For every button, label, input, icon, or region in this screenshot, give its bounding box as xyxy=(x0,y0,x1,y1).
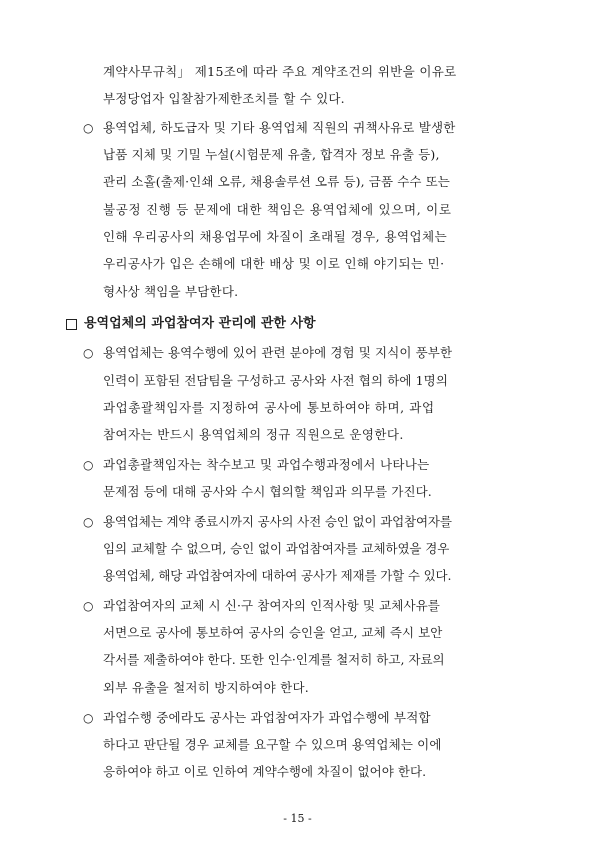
intro-line: 계약사무규칙」 제15조에 따라 주요 계약조건의 위반을 이유로 xyxy=(103,64,457,79)
bullet-icon: ○ xyxy=(83,599,94,613)
intro-line: 부정당업자 입찰참가제한조치를 할 수 있다. xyxy=(103,91,345,106)
item2-line: 문제점 등에 대해 공사와 수시 협의할 책임과 의무를 가진다. xyxy=(103,484,432,499)
item1-line: 과업총괄책임자를 지정하여 공사에 통보하여야 하며, 과업 xyxy=(103,400,435,415)
para1-line: 우리공사가 입은 손해에 대한 배상 및 이로 인해 야기되는 민· xyxy=(103,256,445,271)
item1-line: 인력이 포함된 전담팀을 구성하고 공사와 사전 협의 하에 1명의 xyxy=(103,373,449,388)
para1-line: 인해 우리공사의 채용업무에 차질이 초래될 경우, 용역업체는 xyxy=(103,229,448,244)
bullet-icon: ○ xyxy=(83,711,94,725)
para1-line: 관리 소홀(출제·인쇄 오류, 채용솔루션 오류 등), 금품 수수 또는 xyxy=(103,174,450,189)
item3-line: 임의 교체할 수 없으며, 승인 없이 과업참여자를 교체하였을 경우 xyxy=(103,541,450,556)
page-number: - 15 - xyxy=(283,812,312,825)
item4-line: 서면으로 공사에 통보하여 공사의 승인을 얻고, 교체 즉시 보안 xyxy=(103,625,443,640)
para1-line: 형사상 책임을 부담한다. xyxy=(103,284,239,299)
section-heading: 용역업체의 과업참여자 관리에 관한 사항 xyxy=(84,316,316,331)
item4-line: 과업참여자의 교체 시 신·구 참여자의 인적사항 및 교체사유를 xyxy=(103,598,440,613)
item3-line: 용역업체는 계약 종료시까지 공사의 사전 승인 없이 과업참여자를 xyxy=(103,514,452,529)
item5-line: 응하여야 하고 이로 인하여 계약수행에 차질이 없어야 한다. xyxy=(103,764,427,779)
bullet-icon: ○ xyxy=(83,515,94,529)
para1-line: 납품 지체 및 기밀 누설(시험문제 유출, 합격자 정보 유출 등), xyxy=(103,147,440,162)
checkbox-square-icon xyxy=(66,319,77,330)
bullet-icon: ○ xyxy=(83,458,94,472)
item1-line: 용역업체는 용역수행에 있어 관련 분야에 경험 및 지식이 풍부한 xyxy=(103,345,453,360)
bullet-icon: ○ xyxy=(83,121,94,135)
item5-line: 하다고 판단될 경우 교체를 요구할 수 있으며 용역업체는 이에 xyxy=(103,737,442,752)
item5-line: 과업수행 중에라도 공사는 과업참여자가 과업수행에 부적합 xyxy=(103,710,431,725)
item2-line: 과업총괄책임자는 착수보고 및 과업수행과정에서 나타나는 xyxy=(103,457,430,472)
bullet-icon: ○ xyxy=(83,346,94,360)
para1-line: 불공정 진행 등 문제에 대한 책임은 용역업체에 있으며, 이로 xyxy=(103,202,452,217)
item4-line: 외부 유출을 철저히 방지하여야 한다. xyxy=(103,680,309,695)
item4-line: 각서를 제출하여야 한다. 또한 인수·인계를 철저히 하고, 자료의 xyxy=(103,652,445,667)
item1-line: 참여자는 반드시 용역업체의 정규 직원으로 운영한다. xyxy=(103,427,404,442)
item3-line: 용역업체, 해당 과업참여자에 대하여 공사가 제재를 가할 수 있다. xyxy=(103,568,452,583)
para1-line: 용역업체, 하도급자 및 기타 용역업체 직원의 귀책사유로 발생한 xyxy=(103,120,456,135)
